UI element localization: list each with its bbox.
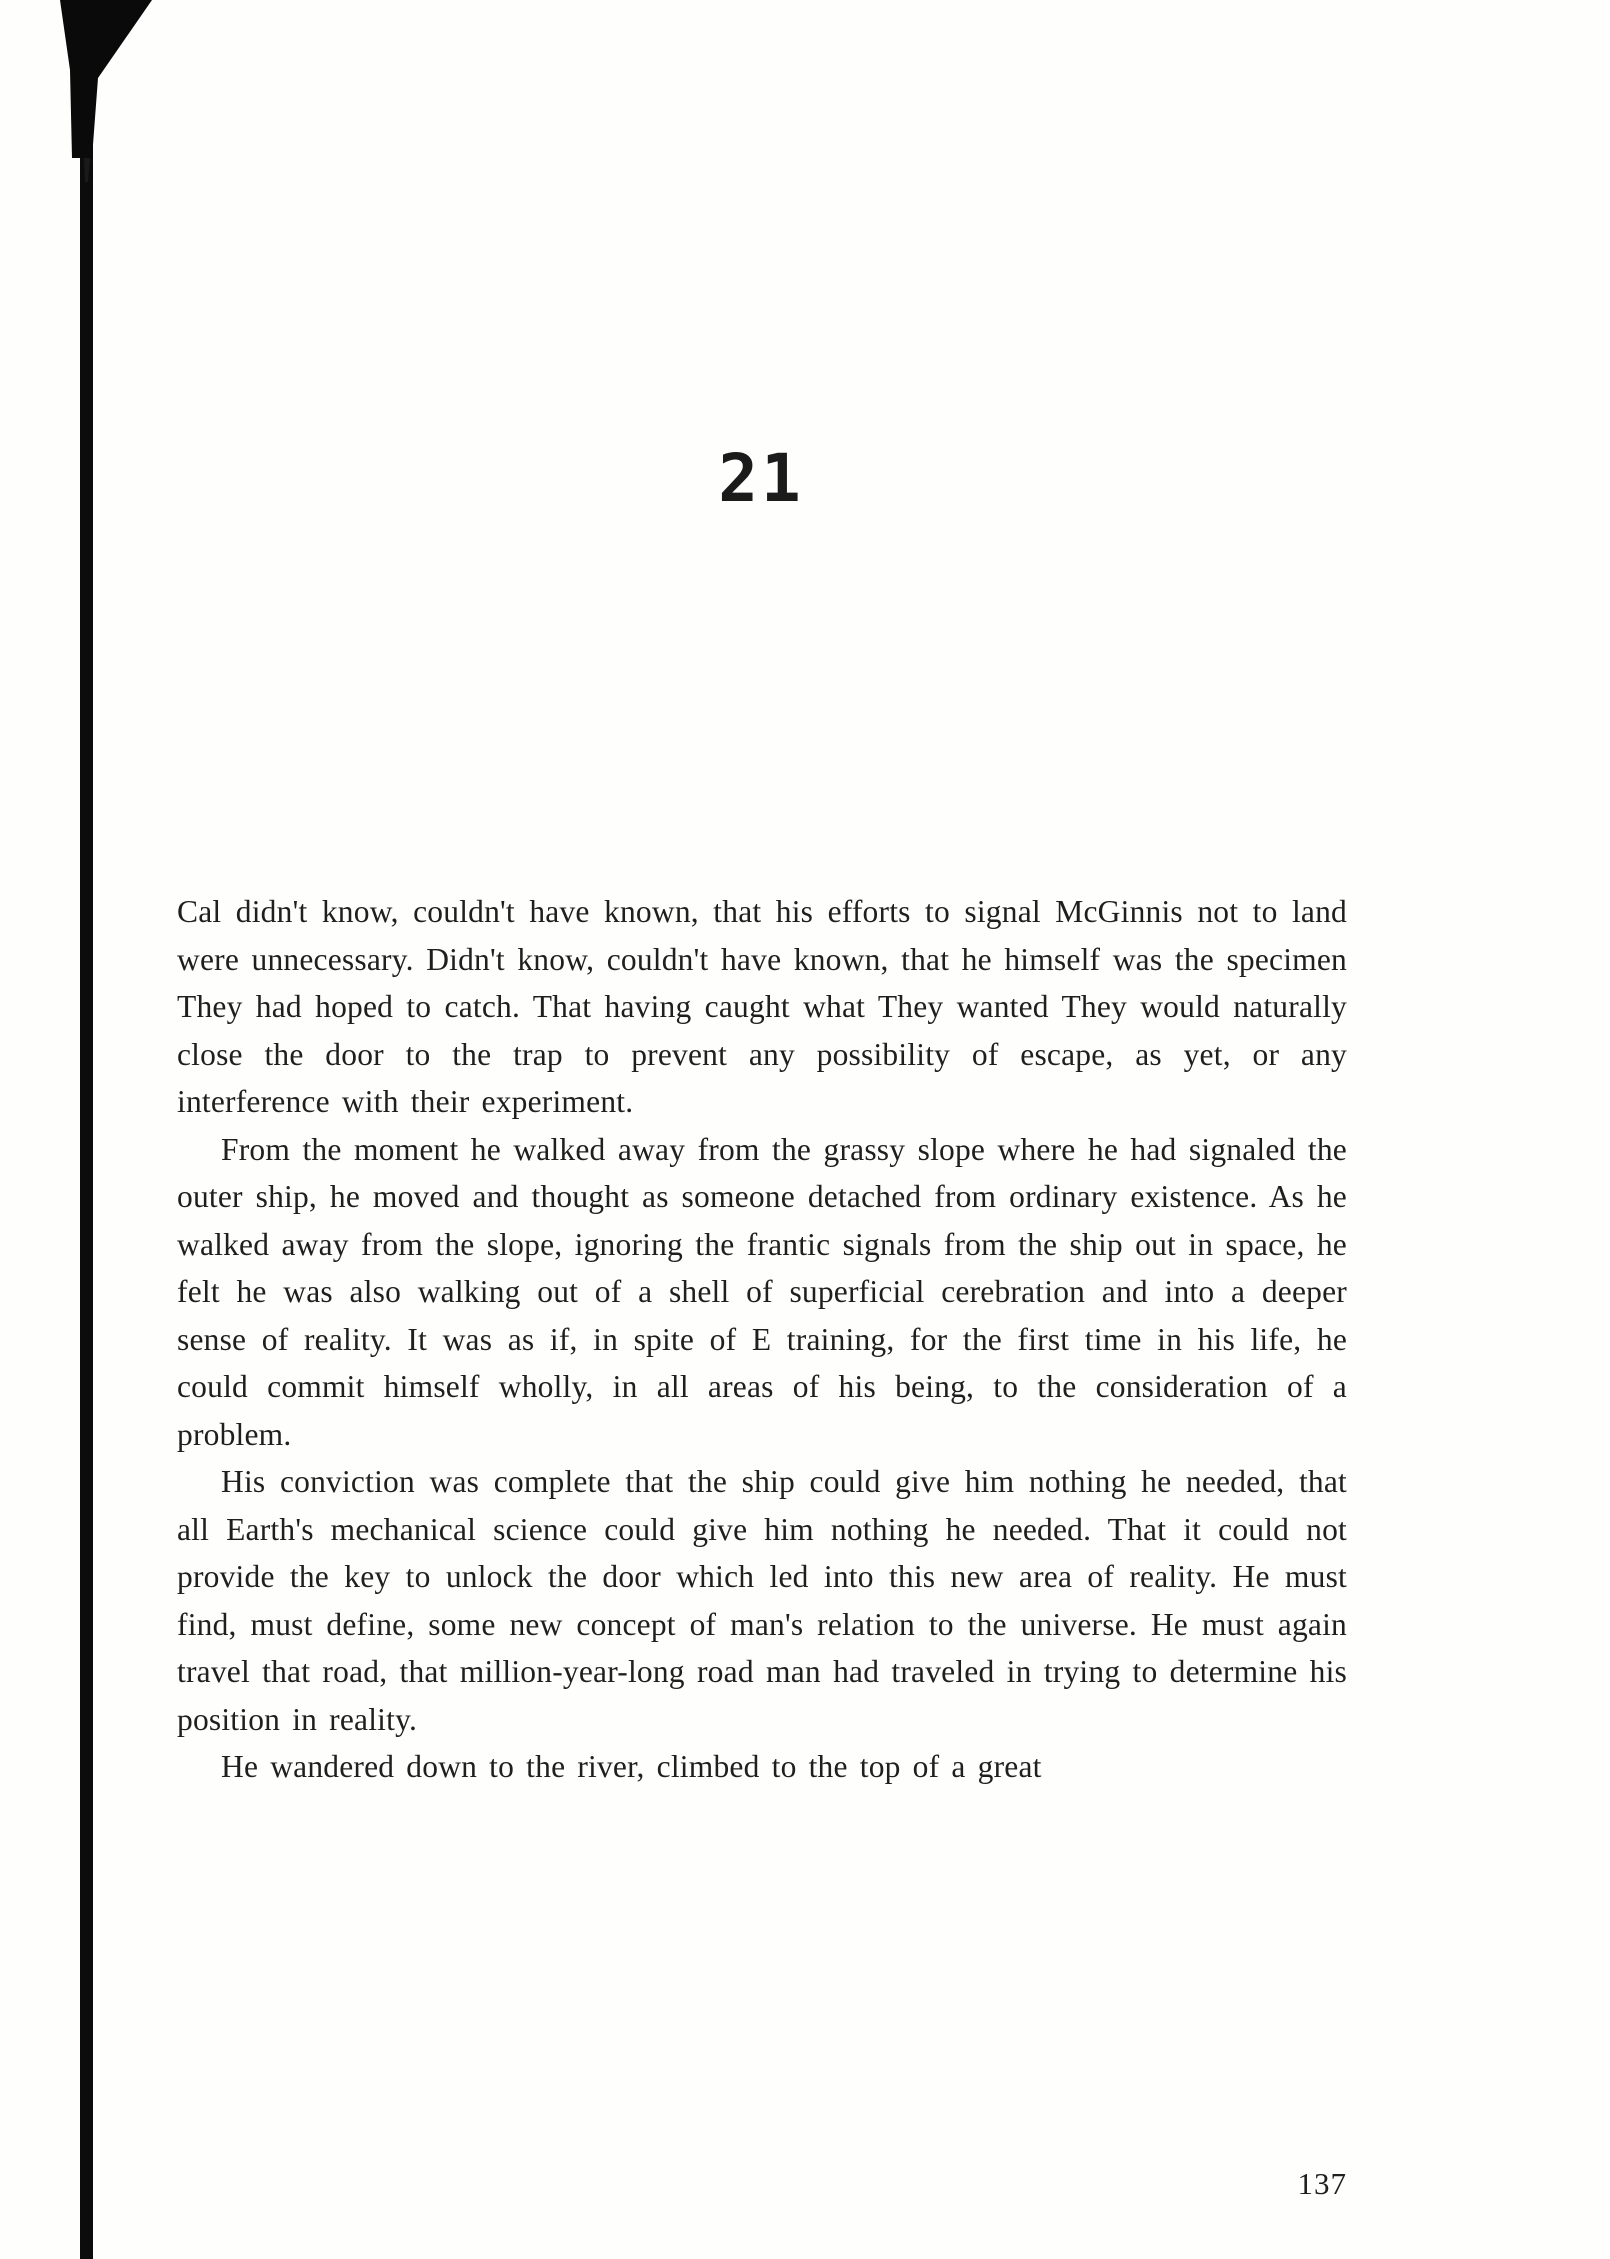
binding-edge-line <box>80 0 93 2259</box>
corner-scan-artifact <box>0 0 220 200</box>
paragraph-1: Cal didn't know, couldn't have known, that his efforts to signal McGinnis not to land were unnecessary. Didn't know, couldn't have known, that he himself was the specimen They had hoped to catch. That having caught what They wanted They would naturally close the door to the trap to prevent any possibility of escape, as yet, or any interference with their experiment. <box>177 894 1347 1119</box>
paragraph-3: His conviction was complete that the ship could give him nothing he needed, that all Earth's mechanical science could give him nothing he needed. That it could not provide the key to unlock the door which led into this new area of reality. He must find, must define, some new concept of man's relation to the universe. He must again travel that road, that million-year-long road man had traveled in trying to determine his position in reality. <box>177 1464 1347 1737</box>
paragraph-4: He wandered down to the river, climbed to the top of a great <box>221 1749 1042 1784</box>
chapter-number: 21 <box>718 440 804 517</box>
page-number: 137 <box>1297 2166 1347 2201</box>
body-text <box>177 888 1347 1791</box>
paragraph-2: From the moment he walked away from the grassy slope where he had signaled the outer ship, he moved and thought as someone detached from ordinary existence. As he walked away from the slope, ignoring the frantic signals from the ship out in space, he felt he was also walking out of a shell of superficial cerebration and into a deeper sense of reality. It was as if, in spite of E training, for the first time in his life, he could commit himself wholly, in all areas of his being, to the consideration of a problem. <box>177 1131 1347 1452</box>
